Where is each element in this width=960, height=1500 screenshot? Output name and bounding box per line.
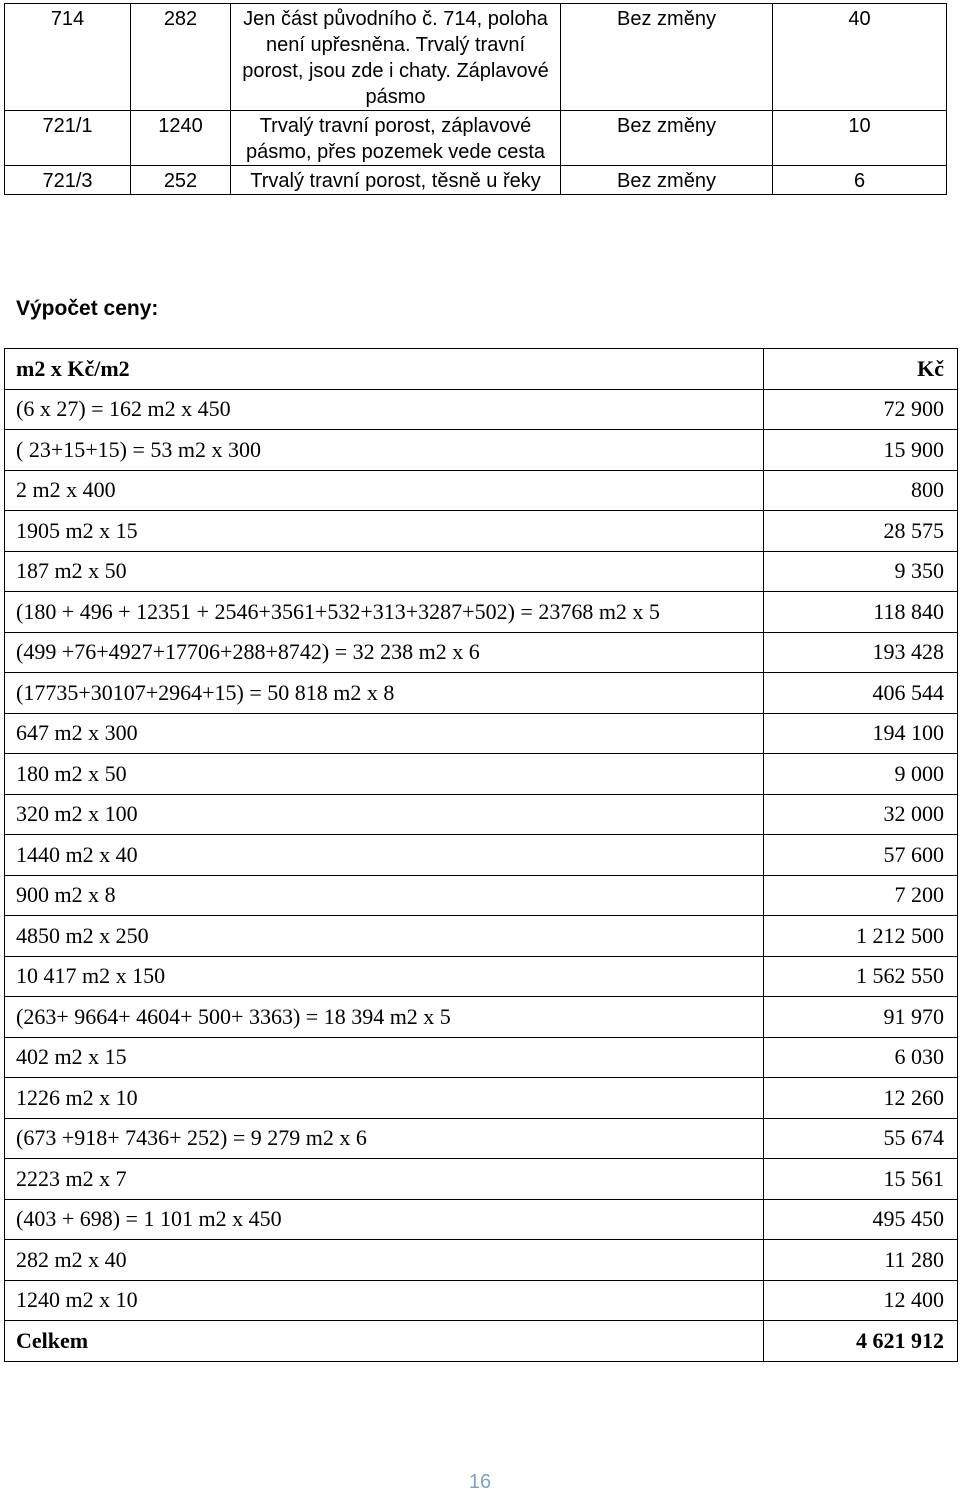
amount-cell: 12 400 bbox=[764, 1280, 958, 1321]
calculation-cell: ( 23+15+15) = 53 m2 x 300 bbox=[5, 430, 764, 471]
amount-cell: 91 970 bbox=[764, 997, 958, 1038]
calculation-cell: 10 417 m2 x 150 bbox=[5, 956, 764, 997]
table-row bbox=[5, 713, 958, 754]
amount-cell: 1 562 550 bbox=[764, 956, 958, 997]
parcel-number: 714 bbox=[5, 4, 131, 111]
table-row bbox=[5, 389, 958, 430]
parcel-description: Trvalý travní porost, těsně u řeky bbox=[231, 166, 561, 195]
calculation-cell: 282 m2 x 40 bbox=[5, 1240, 764, 1281]
parcel-change: Bez změny bbox=[561, 166, 773, 195]
table-row bbox=[5, 754, 958, 795]
table-row bbox=[5, 470, 958, 511]
table-row bbox=[5, 1280, 958, 1321]
table-row bbox=[5, 511, 958, 552]
parcel-number: 721/3 bbox=[5, 166, 131, 195]
calculation-cell: 647 m2 x 300 bbox=[5, 713, 764, 754]
parcel-area: 252 bbox=[131, 166, 231, 195]
calculation-cell: 4850 m2 x 250 bbox=[5, 916, 764, 957]
calculation-cell: (17735+30107+2964+15) = 50 818 m2 x 8 bbox=[5, 673, 764, 714]
parcel-number: 721/1 bbox=[5, 111, 131, 166]
table-row bbox=[5, 551, 958, 592]
table-row bbox=[5, 632, 958, 673]
amount-cell: 6 030 bbox=[764, 1037, 958, 1078]
table-row bbox=[5, 430, 958, 471]
parcel-price: 10 bbox=[773, 111, 947, 166]
parcel-area: 1240 bbox=[131, 111, 231, 166]
parcel-table bbox=[4, 3, 947, 195]
calculation-cell: 1440 m2 x 40 bbox=[5, 835, 764, 876]
calculation-cell: 900 m2 x 8 bbox=[5, 875, 764, 916]
amount-cell: 55 674 bbox=[764, 1118, 958, 1159]
parcel-price: 6 bbox=[773, 166, 947, 195]
amount-cell: 194 100 bbox=[764, 713, 958, 754]
table-row bbox=[5, 1199, 958, 1240]
amount-cell: 9 000 bbox=[764, 754, 958, 795]
parcel-price: 40 bbox=[773, 4, 947, 111]
price-calculation-table bbox=[4, 348, 958, 1362]
total-label: Celkem bbox=[5, 1321, 764, 1362]
parcel-area: 282 bbox=[131, 4, 231, 111]
calculation-cell: 1240 m2 x 10 bbox=[5, 1280, 764, 1321]
table-row bbox=[5, 916, 958, 957]
calculation-cell: 180 m2 x 50 bbox=[5, 754, 764, 795]
calculation-cell: 2223 m2 x 7 bbox=[5, 1159, 764, 1200]
table-row bbox=[5, 1159, 958, 1200]
amount-cell: 406 544 bbox=[764, 673, 958, 714]
calculation-cell: 402 m2 x 15 bbox=[5, 1037, 764, 1078]
parcel-description: Trvalý travní porost, záplavové pásmo, přes pozemek vede cesta bbox=[231, 111, 561, 166]
table-row bbox=[5, 997, 958, 1038]
table-row bbox=[5, 835, 958, 876]
amount-cell: 72 900 bbox=[764, 389, 958, 430]
table-row bbox=[5, 166, 947, 195]
calculation-cell: (403 + 698) = 1 101 m2 x 450 bbox=[5, 1199, 764, 1240]
header-calculation: m2 x Kč/m2 bbox=[5, 349, 764, 390]
calculation-cell: 187 m2 x 50 bbox=[5, 551, 764, 592]
table-row bbox=[5, 111, 947, 166]
header-amount: Kč bbox=[764, 349, 958, 390]
table-header-row bbox=[5, 349, 958, 390]
amount-cell: 193 428 bbox=[764, 632, 958, 673]
calculation-cell: (673 +918+ 7436+ 252) = 9 279 m2 x 6 bbox=[5, 1118, 764, 1159]
calculation-cell: 1905 m2 x 15 bbox=[5, 511, 764, 552]
amount-cell: 12 260 bbox=[764, 1078, 958, 1119]
page-number: 16 bbox=[468, 1471, 492, 1493]
calculation-cell: 1226 m2 x 10 bbox=[5, 1078, 764, 1119]
amount-cell: 118 840 bbox=[764, 592, 958, 633]
amount-cell: 1 212 500 bbox=[764, 916, 958, 957]
parcel-change: Bez změny bbox=[561, 4, 773, 111]
calculation-cell: (499 +76+4927+17706+288+8742) = 32 238 m2 x 6 bbox=[5, 632, 764, 673]
table-row bbox=[5, 1078, 958, 1119]
table-row bbox=[5, 4, 947, 111]
table-row bbox=[5, 794, 958, 835]
amount-cell: 800 bbox=[764, 470, 958, 511]
table-row bbox=[5, 1037, 958, 1078]
amount-cell: 15 561 bbox=[764, 1159, 958, 1200]
amount-cell: 32 000 bbox=[764, 794, 958, 835]
amount-cell: 28 575 bbox=[764, 511, 958, 552]
calculation-cell: 2 m2 x 400 bbox=[5, 470, 764, 511]
amount-cell: 57 600 bbox=[764, 835, 958, 876]
amount-cell: 9 350 bbox=[764, 551, 958, 592]
table-row bbox=[5, 956, 958, 997]
amount-cell: 495 450 bbox=[764, 1199, 958, 1240]
calculation-cell: (6 x 27) = 162 m2 x 450 bbox=[5, 389, 764, 430]
calculation-cell: 320 m2 x 100 bbox=[5, 794, 764, 835]
calculation-cell: (263+ 9664+ 4604+ 500+ 3363) = 18 394 m2 x 5 bbox=[5, 997, 764, 1038]
table-row bbox=[5, 673, 958, 714]
table-row bbox=[5, 1240, 958, 1281]
total-amount: 4 621 912 bbox=[764, 1321, 958, 1362]
total-row bbox=[5, 1321, 958, 1362]
parcel-change: Bez změny bbox=[561, 111, 773, 166]
amount-cell: 15 900 bbox=[764, 430, 958, 471]
amount-cell: 7 200 bbox=[764, 875, 958, 916]
table-row bbox=[5, 1118, 958, 1159]
calculation-cell: (180 + 496 + 12351 + 2546+3561+532+313+3287+502) = 23768 m2 x 5 bbox=[5, 592, 764, 633]
amount-cell: 11 280 bbox=[764, 1240, 958, 1281]
parcel-description: Jen část původního č. 714, poloha není upřesněna. Trvalý travní porost, jsou zde i chaty. Záplavové pásmo bbox=[231, 4, 561, 111]
calculation-heading: Výpočet ceny: bbox=[16, 297, 159, 320]
table-row bbox=[5, 875, 958, 916]
table-row bbox=[5, 592, 958, 633]
